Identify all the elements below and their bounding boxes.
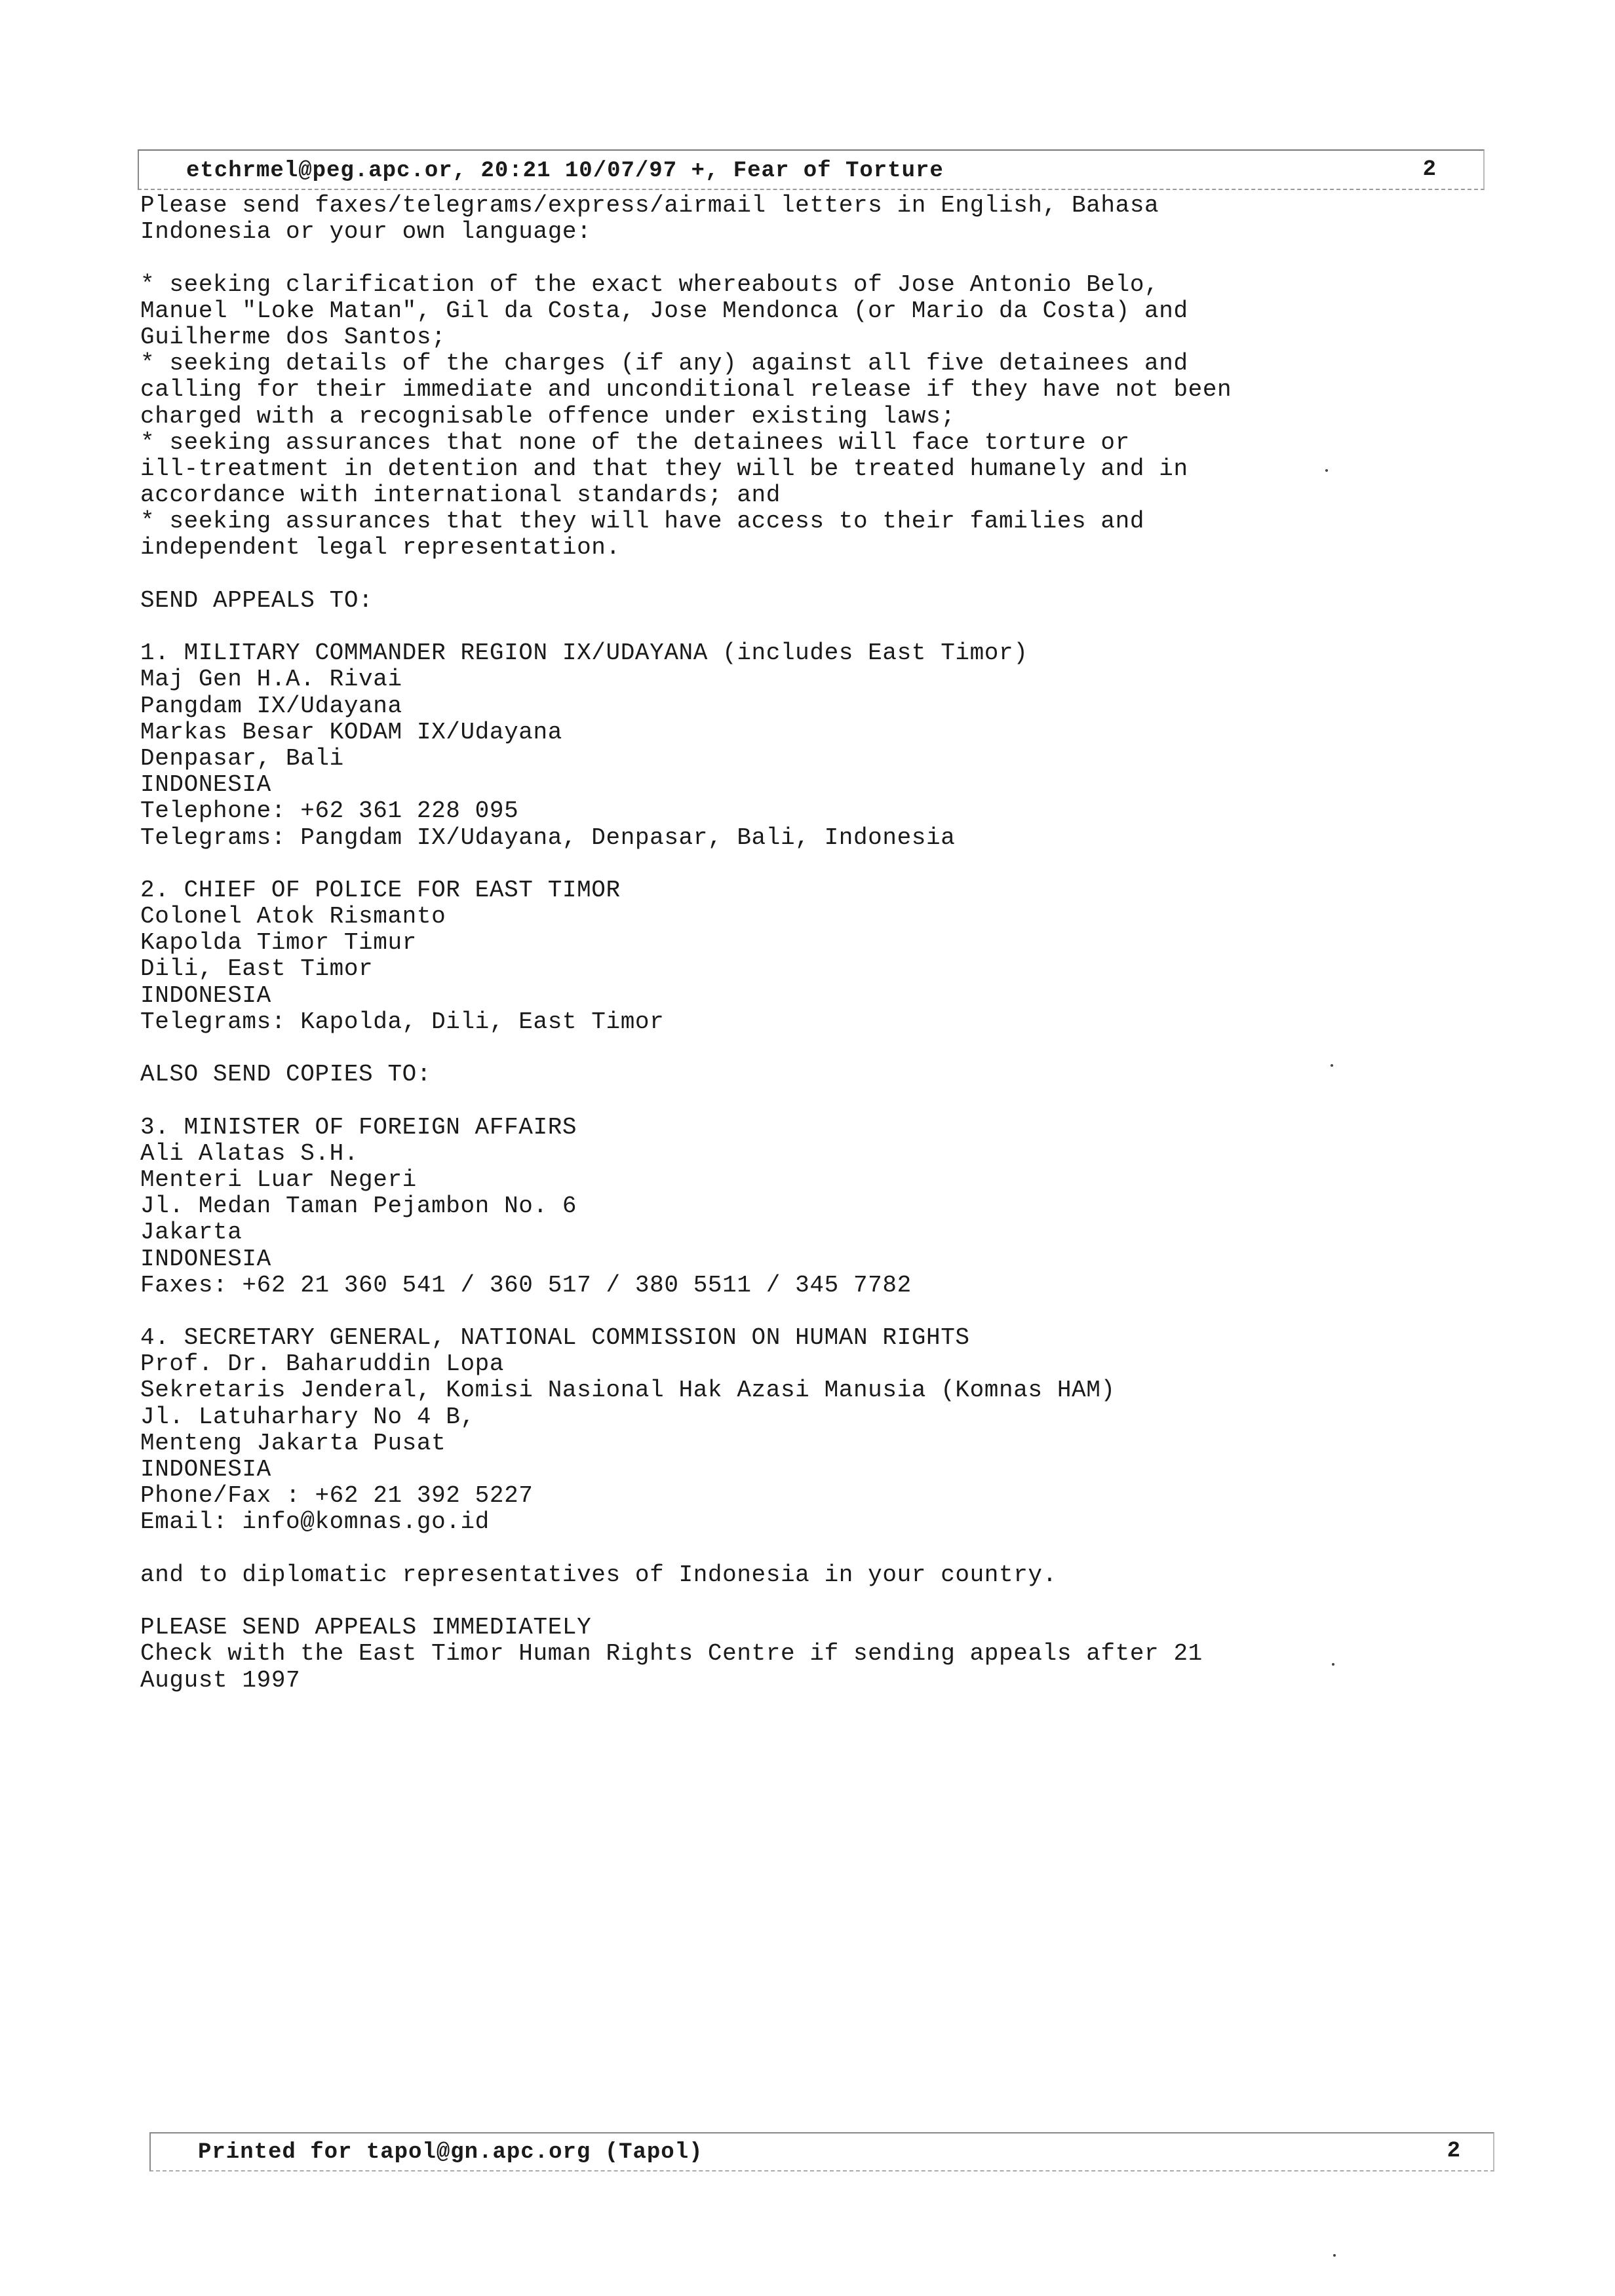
body-line: and to diplomatic representatives of Indonesia in your country. (140, 1561, 1057, 1588)
body-line: 4. SECRETARY GENERAL, NATIONAL COMMISSION ON HUMAN RIGHTS (140, 1324, 970, 1352)
body-line: 3. MINISTER OF FOREIGN AFFAIRS (140, 1113, 577, 1141)
body-line: August 1997 (140, 1666, 301, 1694)
body-line: Please send faxes/telegrams/express/airmail letters in English, Bahasa (140, 192, 1159, 219)
body-line (140, 245, 1386, 271)
body-line: Check with the East Timor Human Rights Centre if sending appeals after 21 (140, 1640, 1203, 1668)
body-line: 1. MILITARY COMMANDER REGION IX/UDAYANA (includes East Timor) (140, 640, 1028, 667)
body-line: * seeking clarification of the exact whereabouts of Jose Antonio Belo, (140, 271, 1159, 298)
body-line: Markas Besar KODAM IX/Udayana (140, 718, 562, 746)
body-line: INDONESIA (140, 771, 271, 799)
body-line: Telephone: +62 361 228 095 (140, 797, 519, 825)
body-line: Manuel "Loke Matan", Gil da Costa, Jose Mendonca (or Mario da Costa) and (140, 297, 1188, 324)
body-line: Maj Gen H.A. Rivai (140, 666, 402, 693)
body-line: PLEASE SEND APPEALS IMMEDIATELY (140, 1614, 592, 1641)
page-header (138, 149, 1485, 190)
body-line: Indonesia or your own language: (140, 218, 592, 246)
scan-speck (1331, 1064, 1333, 1067)
body-line: * seeking assurances that none of the detainees will face torture or (140, 429, 1130, 456)
body-line: Ali Alatas S.H. (140, 1139, 359, 1167)
body-line: Email: info@komnas.go.id (140, 1508, 490, 1536)
body-line: Telegrams: Kapolda, Dili, East Timor (140, 1008, 665, 1035)
footer-page-number: 2 (1447, 2139, 1460, 2164)
body-line (140, 614, 1386, 640)
body-line (140, 1299, 1386, 1325)
body-line (140, 1035, 1386, 1062)
scan-speck (1332, 1663, 1334, 1666)
body-line: Colonel Atok Rismanto (140, 903, 446, 930)
body-line (140, 1536, 1386, 1562)
body-line: accordance with international standards; and (140, 482, 781, 509)
body-line: * seeking assurances that they will have access to their families and (140, 508, 1145, 535)
body-line: Menteng Jakarta Pusat (140, 1429, 446, 1457)
body-line (140, 562, 1386, 588)
scan-speck (1333, 2254, 1336, 2257)
scan-speck (1325, 469, 1328, 472)
body-line: Faxes: +62 21 360 541 / 360 517 / 380 5511 / 345 7782 (140, 1271, 912, 1299)
body-line (140, 851, 1386, 877)
body-line: Sekretaris Jenderal, Komisi Nasional Hak Azasi Manusia (Komnas HAM) (140, 1377, 1116, 1404)
body-line: Telegrams: Pangdam IX/Udayana, Denpasar, Bali, Indonesia (140, 824, 956, 851)
body-line: Jakarta (140, 1219, 243, 1246)
header-text: etchrmel@peg.apc.or, 20:21 10/07/97 +, Fear of Torture (186, 159, 944, 183)
footer-text: Printed for tapol@gn.apc.org (Tapol) (198, 2140, 703, 2165)
body-line: calling for their immediate and unconditional release if they have not been (140, 376, 1232, 404)
body-line: 2. CHIEF OF POLICE FOR EAST TIMOR (140, 876, 621, 904)
body-line (140, 1088, 1386, 1114)
header-page-number: 2 (1422, 157, 1436, 182)
body-line: ill-treatment in detention and that they will be treated humanely and in (140, 455, 1188, 482)
body-line: Pangdam IX/Udayana (140, 692, 402, 719)
body-line: independent legal representation. (140, 534, 621, 562)
page-footer (149, 2132, 1494, 2172)
body-line: SEND APPEALS TO: (140, 586, 374, 614)
document-body (140, 193, 1386, 1694)
body-line: Jl. Medan Taman Pejambon No. 6 (140, 1193, 577, 1220)
body-line: INDONESIA (140, 1245, 271, 1272)
body-line: Phone/Fax : +62 21 392 5227 (140, 1482, 534, 1510)
body-line: Denpasar, Bali (140, 744, 344, 772)
body-line: ALSO SEND COPIES TO: (140, 1061, 432, 1088)
body-line: charged with a recognisable offence under existing laws; (140, 402, 956, 430)
body-line: Dili, East Timor (140, 955, 374, 983)
body-line: * seeking details of the charges (if any) against all five detainees and (140, 350, 1188, 377)
body-line: INDONESIA (140, 982, 271, 1009)
body-line: Jl. Latuharhary No 4 B, (140, 1403, 475, 1430)
body-line: INDONESIA (140, 1456, 271, 1483)
body-line: Guilherme dos Santos; (140, 323, 446, 351)
body-line: Kapolda Timor Timur (140, 929, 417, 957)
body-line: Prof. Dr. Baharuddin Lopa (140, 1350, 505, 1378)
body-line: Menteri Luar Negeri (140, 1166, 417, 1193)
body-line (140, 1588, 1386, 1615)
